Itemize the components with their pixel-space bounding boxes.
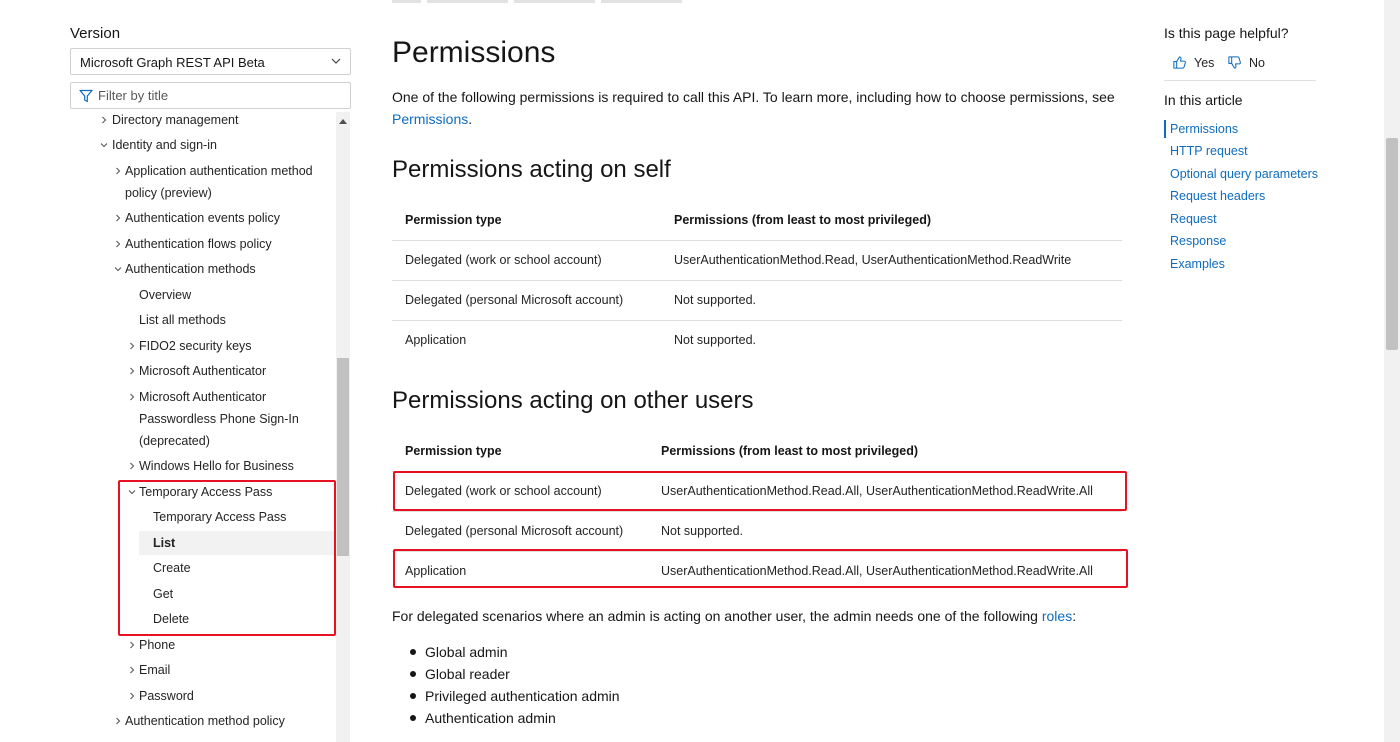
toc-item-label: Overview xyxy=(139,288,192,302)
toc-link-permissions[interactable]: Permissions xyxy=(1170,122,1239,136)
toc-item-label: Get xyxy=(153,587,174,601)
toc-item-tap-create[interactable] xyxy=(70,557,336,579)
page-scrollbar-track[interactable] xyxy=(1384,0,1400,742)
list-item xyxy=(410,641,620,663)
toc-item-label-cont: (deprecated) xyxy=(139,434,210,448)
sidebar-scrollbar-thumb[interactable] xyxy=(337,358,349,556)
page-scrollbar-thumb[interactable] xyxy=(1386,138,1398,350)
roles-list xyxy=(410,641,620,729)
toc-link-request-headers[interactable]: Request headers xyxy=(1170,189,1266,203)
toc-item-ms-authenticator-passwordless[interactable] xyxy=(70,386,336,452)
table-header-row xyxy=(392,432,1122,472)
toc-link-response[interactable]: Response xyxy=(1170,234,1227,248)
list-item xyxy=(410,685,620,707)
table-header-row xyxy=(392,201,1122,241)
chevron-down-icon xyxy=(331,56,341,66)
chevron-right-icon xyxy=(128,367,136,375)
roles-end: : xyxy=(1072,608,1077,624)
chevron-right-icon xyxy=(128,342,136,350)
chevron-down-icon xyxy=(114,265,122,273)
bullet xyxy=(410,693,416,699)
toc-item-label: Create xyxy=(153,561,191,575)
other-users-heading: Permissions acting on other users xyxy=(392,387,754,414)
chevron-right-icon xyxy=(114,214,122,222)
column-header: Permissions (from least to most privileged) xyxy=(674,213,932,227)
table-cell: Not supported. xyxy=(661,524,743,538)
toc-item-label: FIDO2 security keys xyxy=(139,339,252,353)
chevron-right-icon xyxy=(114,240,122,248)
toc-item-label: Temporary Access Pass xyxy=(139,485,273,499)
toc-item-label: Authentication events policy xyxy=(125,211,280,225)
toc-item-tap-get[interactable] xyxy=(70,583,336,605)
table-cell: Delegated (work or school account) xyxy=(405,484,602,498)
table-cell: Not supported. xyxy=(674,293,756,307)
version-label: Version xyxy=(70,25,121,42)
chevron-right-icon xyxy=(128,692,136,700)
toc-item-label-cont: policy (preview) xyxy=(125,186,212,200)
toc-item-label: Temporary Access Pass xyxy=(153,510,287,524)
table-row xyxy=(392,321,1122,361)
bullet xyxy=(410,715,416,721)
table-cell: UserAuthenticationMethod.Read, UserAuthenticationMethod.ReadWrite xyxy=(674,253,1072,267)
yes-label: Yes xyxy=(1194,56,1215,70)
toc-item-auth-flows-policy[interactable] xyxy=(70,233,336,255)
list-item xyxy=(410,707,620,729)
scroll-up-arrow-icon[interactable] xyxy=(339,119,347,124)
toc-item-app-auth-method-policy[interactable] xyxy=(70,160,336,204)
toc-item-tap-delete[interactable] xyxy=(70,608,336,630)
toc-item-overview[interactable] xyxy=(70,284,336,306)
chevron-right-icon xyxy=(128,641,136,649)
toc-item-label: Identity and sign-in xyxy=(112,138,217,152)
toc-item-label: List xyxy=(153,536,176,550)
toc-item-label: Delete xyxy=(153,612,190,626)
toc-item-label: Directory management xyxy=(112,113,239,127)
divider xyxy=(1164,80,1316,81)
chevron-right-icon xyxy=(114,167,122,175)
bullet xyxy=(410,649,416,655)
chevron-right-icon xyxy=(128,462,136,470)
toc-item-list-all-methods[interactable] xyxy=(70,309,336,331)
no-label: No xyxy=(1249,56,1265,70)
table-row xyxy=(392,472,1122,512)
toc-sidebar xyxy=(70,0,351,742)
table-cell: Not supported. xyxy=(674,333,756,347)
role-label: Global reader xyxy=(425,666,510,682)
toc-item-windows-hello[interactable] xyxy=(70,455,336,477)
permissions-link[interactable]: Permissions xyxy=(392,111,469,127)
intro-paragraph xyxy=(392,86,1122,130)
column-header: Permission type xyxy=(405,213,502,227)
toc-item-label: Microsoft Authenticator xyxy=(139,390,267,404)
toc-item-label: Password xyxy=(139,689,194,703)
intro-end: . xyxy=(468,111,473,127)
table-cell: Delegated (work or school account) xyxy=(405,253,602,267)
in-this-article-heading: In this article xyxy=(1164,92,1243,108)
toc-tree xyxy=(70,110,336,742)
thumbs-up-icon xyxy=(1172,55,1187,70)
toc-item-label: List all methods xyxy=(139,313,226,327)
table-row xyxy=(392,241,1122,281)
intro-text: One of the following permissions is required to call this API. To learn more, including how to choose permissions, see xyxy=(392,89,1115,105)
chevron-down-icon xyxy=(128,488,136,496)
column-header: Permission type xyxy=(405,444,502,458)
toc-item-auth-events-policy[interactable] xyxy=(70,207,336,229)
chevron-right-icon xyxy=(100,116,108,124)
table-row xyxy=(392,512,1122,552)
filter-icon xyxy=(79,89,93,103)
toc-item-auth-method-policy[interactable] xyxy=(70,710,336,732)
list-item xyxy=(410,663,620,685)
toc-item-label: Microsoft Authenticator xyxy=(139,364,267,378)
chevron-down-icon xyxy=(100,141,108,149)
toc-item-label: Windows Hello for Business xyxy=(139,459,294,473)
table-cell: Application xyxy=(405,333,467,347)
toc-item-label: Authentication flows policy xyxy=(125,237,272,251)
role-label: Privileged authentication admin xyxy=(425,688,620,704)
toc-item-password[interactable] xyxy=(70,685,336,707)
roles-paragraph xyxy=(392,606,1076,626)
role-label: Global admin xyxy=(425,644,508,660)
toc-item-email[interactable] xyxy=(70,659,336,681)
cut-off-text xyxy=(392,0,792,4)
chevron-right-icon xyxy=(128,393,136,401)
thumbs-down-icon xyxy=(1227,55,1242,70)
table-cell: Delegated (personal Microsoft account) xyxy=(405,293,624,307)
toc-link-optional-query-parameters[interactable]: Optional query parameters xyxy=(1170,167,1318,181)
toc-item-label: Authentication methods xyxy=(125,262,256,276)
page-title: Permissions xyxy=(392,36,556,69)
active-indicator xyxy=(1164,120,1166,138)
toc-link-examples[interactable]: Examples xyxy=(1170,257,1225,271)
toc-item-phone[interactable] xyxy=(70,634,336,656)
toc-item-label-cont: Passwordless Phone Sign-In xyxy=(139,412,299,426)
roles-link[interactable]: roles xyxy=(1041,608,1073,624)
version-select[interactable] xyxy=(70,48,351,75)
table-cell: UserAuthenticationMethod.Read.All, UserAuthenticationMethod.ReadWrite.All xyxy=(661,484,1093,498)
toc-link-http-request[interactable]: HTTP request xyxy=(1170,144,1248,158)
toc-link-request[interactable]: Request xyxy=(1170,212,1217,226)
toc-item-fido2[interactable] xyxy=(70,335,336,357)
toc-item-label: Phone xyxy=(139,638,176,652)
toc-item-auth-methods[interactable] xyxy=(70,258,336,280)
table-cell: Application xyxy=(405,564,467,578)
toc-item-tap-overview[interactable] xyxy=(70,506,336,528)
helpful-title: Is this page helpful? xyxy=(1164,25,1289,41)
toc-item-tap-list[interactable] xyxy=(139,531,336,555)
chevron-right-icon xyxy=(114,717,122,725)
table-row xyxy=(392,281,1122,321)
table-cell: Delegated (personal Microsoft account) xyxy=(405,524,624,538)
toc-item-tap-folder[interactable] xyxy=(70,481,336,503)
toc-item-label: Application authentication method xyxy=(125,164,313,178)
toc-item-directory-management[interactable] xyxy=(70,110,336,131)
roles-text: For delegated scenarios where an admin is acting on another user, the admin needs one of the following xyxy=(392,608,1038,624)
self-heading: Permissions acting on self xyxy=(392,156,671,183)
version-value: Microsoft Graph REST API Beta xyxy=(80,55,265,70)
chevron-right-icon xyxy=(128,666,136,674)
table-cell: UserAuthenticationMethod.Read.All, UserAuthenticationMethod.ReadWrite.All xyxy=(661,564,1093,578)
bullet xyxy=(410,671,416,677)
toc-item-ms-authenticator[interactable] xyxy=(70,360,336,382)
filter-input[interactable] xyxy=(98,86,343,105)
filter-box[interactable] xyxy=(70,82,351,109)
table-row xyxy=(392,552,1122,592)
toc-item-label: Email xyxy=(139,663,171,677)
toc-item-label: Authentication method policy xyxy=(125,714,285,728)
toc-item-identity-sign-in[interactable] xyxy=(70,134,336,156)
role-label: Authentication admin xyxy=(425,710,556,726)
column-header: Permissions (from least to most privileged) xyxy=(661,444,919,458)
